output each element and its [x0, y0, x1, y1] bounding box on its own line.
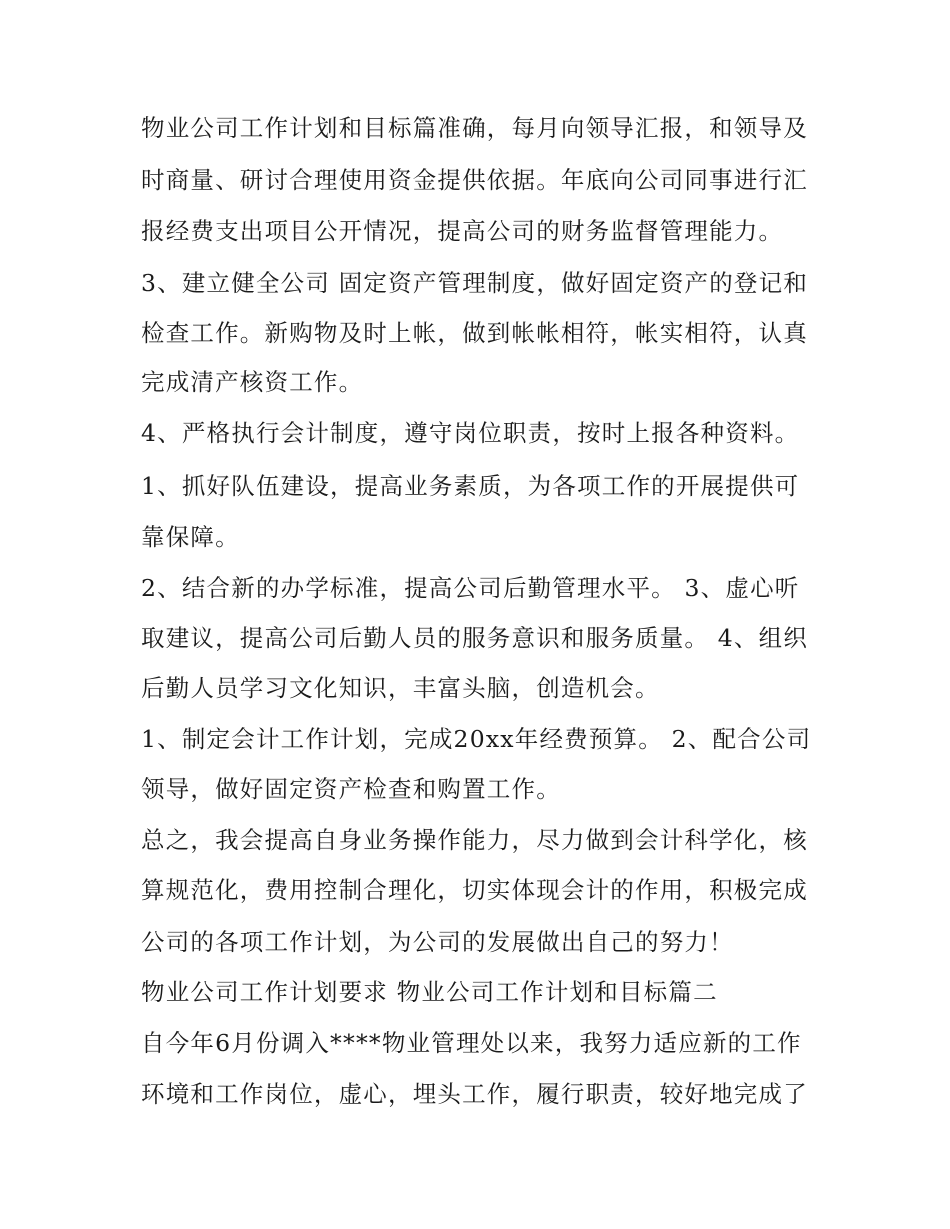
text-line: 完成清产核资工作。 [141, 368, 364, 396]
text-line: 时商量、研讨合理使用资金提供依据。年底向公司同事进行汇 [141, 166, 808, 194]
text-line: 算规范化，费用控制合理化，切实体现会计的作用，积极完成 [141, 876, 808, 904]
text-line: 物业公司工作计划和目标篇准确，每月向领导汇报，和领导及 [141, 114, 808, 142]
text-line: 3、建立健全公司 固定资产管理制度，做好固定资产的登记和 [141, 269, 809, 297]
text-line: 后勤人员学习文化知识，丰富头脑，创造机会。 [141, 674, 660, 702]
text-line: 自今年6月份调入****物业管理处以来，我努力适应新的工作 [141, 1029, 802, 1057]
text-line: 1、抓好队伍建设，提高业务素质，为各项工作的开展提供可 [141, 472, 800, 500]
text-line: 总之，我会提高自身业务操作能力，尽力做到会计科学化，核 [141, 826, 808, 854]
text-line: 靠保障。 [141, 523, 240, 551]
text-line: 公司的各项工作计划，为公司的发展做出自己的努力！ [141, 928, 734, 956]
text-line: 取建议，提高公司后勤人员的服务意识和服务质量。 4、组织 [141, 624, 809, 652]
text-line: 环境和工作岗位，虚心，埋头工作，履行职责，较好地完成了 [141, 1080, 808, 1108]
text-line: 4、严格执行会计制度，遵守岗位职责，按时上报各种资料。 [141, 419, 800, 447]
text-line: 1、制定会计工作计划，完成20xx年经费预算。 2、配合公司 [141, 725, 812, 753]
text-line: 领导，做好固定资产检查和购置工作。 [141, 775, 561, 803]
text-line: 2、结合新的办学标准，提高公司后勤管理水平。 3、虚心听 [141, 574, 800, 602]
text-line: 检查工作。新购物及时上帐，做到帐帐相符，帐实相符，认真 [141, 319, 808, 347]
text-line: 报经费支出项目公开情况，提高公司的财务监督管理能力。 [141, 217, 784, 245]
section-heading: 物业公司工作计划要求 物业公司工作计划和目标篇二 [141, 978, 718, 1006]
